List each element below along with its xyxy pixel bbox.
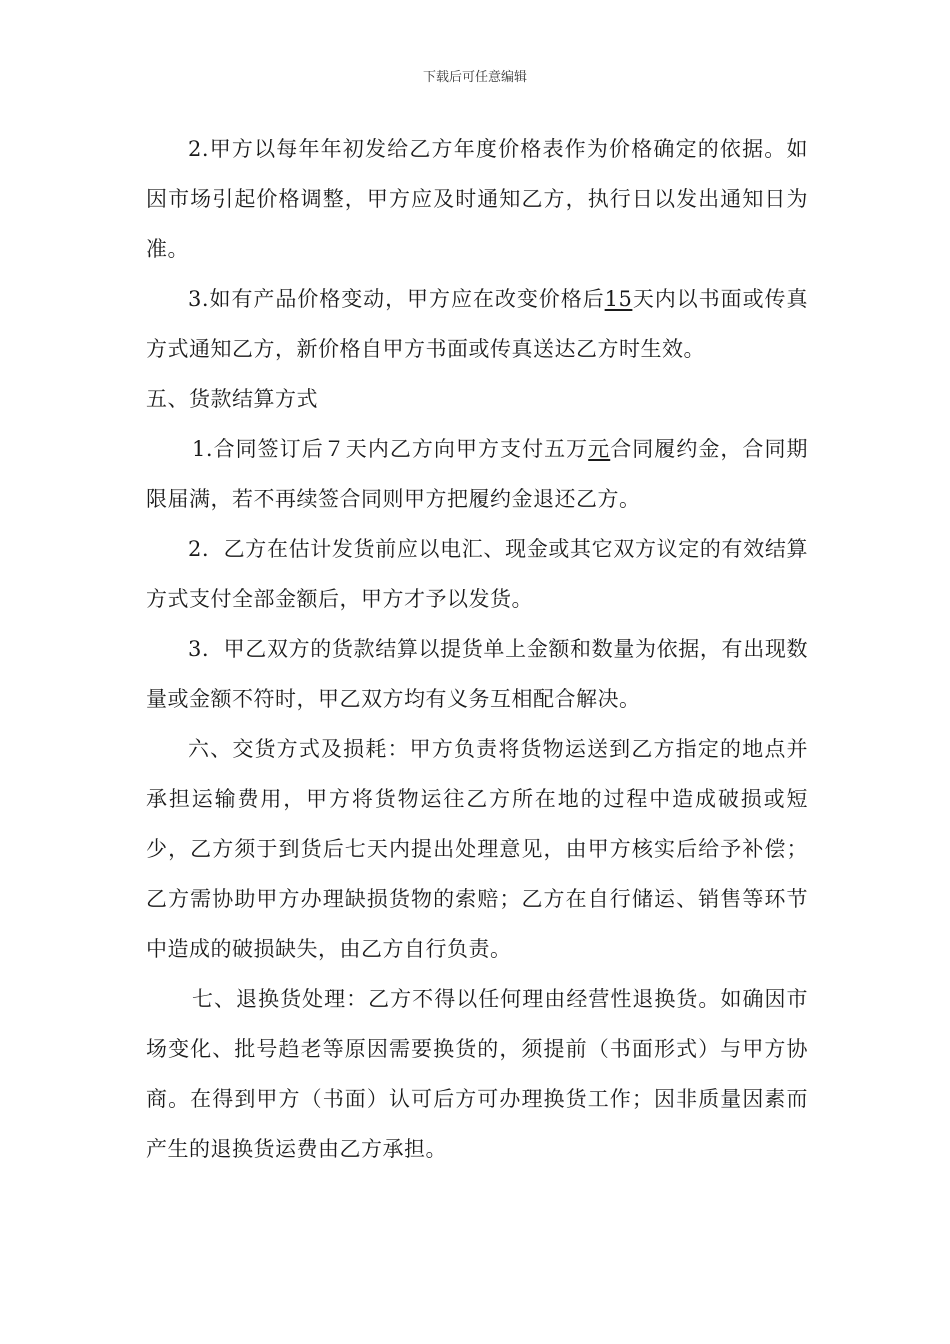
clause-deposit-post: 合同履约金，合同期限届满，若不再续签合同则甲方把履约金退还乙方。 <box>146 437 809 511</box>
clause-price-change-pre: 3.如有产品价格变动，甲方应在改变价格后 <box>188 287 605 311</box>
clause-price-change <box>146 274 808 374</box>
notice-days: 15 <box>604 287 633 311</box>
clause-delivery-loss: 六、交货方式及损耗：甲方负责将货物运送到乙方指定的地点并承担运输费用，甲方将货物运往乙方所在地的过程中造成破损或短少，乙方须于到货后七天内提出处理意见，由甲方核实后给予补偿；乙方需协助甲方办理缺损货物的索赔；乙方在自行储运、销售等环节中造成的破损缺失，由乙方自行负责。 <box>146 737 808 961</box>
page-header-note: 下载后可任意编辑 <box>422 70 527 85</box>
document-body <box>146 124 808 1174</box>
deposit-unit: 元 <box>588 437 611 461</box>
clause-settlement-basis: 3．甲乙双方的货款结算以提货单上金额和数量为依据，有出现数量或金额不符时，甲乙双方均有义务互相配合解决。 <box>146 637 808 711</box>
clause-price-change-post: 天内以书面或传真方式通知乙方，新价格自甲方书面或传真送达乙方时生效。 <box>146 287 808 361</box>
clause-price-basis: 2.甲方以每年年初发给乙方年度价格表作为价格确定的依据。如因市场引起价格调整，甲方应及时通知乙方，执行日以发出通知日为准。 <box>146 137 808 261</box>
clause-payment-method: 2．乙方在估计发货前应以电汇、现金或其它双方议定的有效结算方式支付全部金额后，甲方才予以发货。 <box>146 537 808 611</box>
clause-deposit <box>146 424 808 524</box>
section-heading-payment: 五、货款结算方式 <box>146 387 318 411</box>
clause-deposit-pre: 1.合同签订后７天内乙方向甲方支付五万 <box>192 437 589 461</box>
clause-returns: 七、退换货处理：乙方不得以任何理由经营性退换货。如确因市场变化、批号趋老等原因需要换货的，须提前（书面形式）与甲方协商。在得到甲方（书面）认可后方可办理换货工作；因非质量因素而产生的退换货运费由乙方承担。 <box>146 987 808 1161</box>
